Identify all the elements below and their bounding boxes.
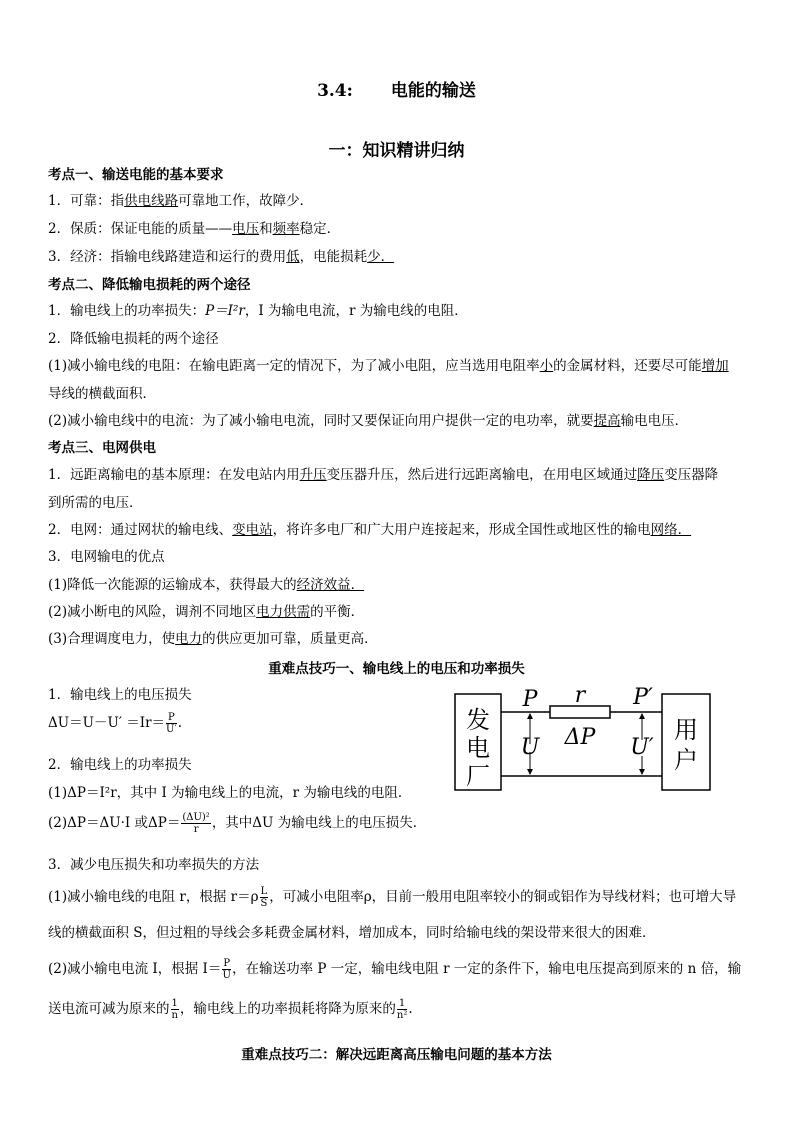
t2-heading: 重难点技巧二：解决远距离高压输电问题的基本方法 bbox=[241, 1047, 552, 1063]
k3-line3: 2．电网：通过网状的输电线、变电站，将许多电厂和广大用户连接起来，形成全国性或地区性的输电网络． bbox=[48, 522, 692, 538]
k2-line2: 2．降低输电损耗的两个途径 bbox=[48, 331, 219, 347]
t1-line3: 2．输电线上的功率损失 bbox=[48, 757, 192, 773]
label-u: U bbox=[520, 735, 540, 760]
t1-line8: 线的横截面积 S，但过粗的导线会多耗费金属材料，增加成本，同时给输电线的架设带来很大的困难． bbox=[48, 925, 656, 941]
k1-heading: 考点一、输送电能的基本要求 bbox=[48, 167, 224, 183]
k3-line6: (2)减小断电的风险，调剂不同地区电力供需的平衡． bbox=[48, 604, 365, 620]
t1-line5: (2)ΔP＝ΔU·I 或ΔP＝ $\frac{\text{(ΔU)²}}{r}$ ，其中ΔU 为输电线上的电压损失． bbox=[48, 812, 427, 835]
k3-heading: 考点三、电网供电 bbox=[48, 440, 156, 456]
plant-label-3: 厂 bbox=[466, 762, 490, 790]
t1-line2: ΔU＝U－U′ ＝Ir＝ $\frac{P}{U'}$ . bbox=[48, 712, 183, 735]
label-p-prime: P′ bbox=[633, 686, 653, 710]
t1-line1: 1．输电线上的电压损失 bbox=[48, 687, 192, 703]
k3-line4: 3．电网输电的优点 bbox=[48, 549, 165, 565]
section-heading: 一：知识精讲归纳 bbox=[328, 141, 465, 161]
label-u-prime: U′ bbox=[630, 735, 654, 760]
user-label-1: 用 bbox=[674, 716, 698, 744]
k3-line5: (1)降低一次能源的运输成本，获得最大的经济效益． bbox=[48, 577, 365, 593]
t1-line9: (2)减小输电电流 I，根据 I＝ $\frac{P}{U}$ ，在输送功率 P 一定，输电线电阻 r 一定的条件下，输电电压提高到原来的 n 倍，输 bbox=[48, 958, 742, 981]
user-label-2: 户 bbox=[674, 746, 698, 774]
k2-line3: (1)减小输电线的电阻：在输电距离一定的情况下，为了减小电阻，应当选用电阻率小的金属材料，还要尽可能增加 bbox=[48, 358, 729, 374]
t1-line7: (1)减小输电线的电阻 r，根据 r＝ρ $\frac{L}{S}$ ，可减小电阻率ρ，目前一般用电阻率较小的铜或铝作为导线材料；也可增大导 bbox=[48, 886, 737, 909]
k1-line1: 1．可靠：指供电线路可靠地工作，故障少． bbox=[48, 193, 314, 209]
label-p: P bbox=[522, 687, 538, 712]
k3-line1: 1．远距离输电的基本原理：在发电站内用升压变压器升压，然后进行远距离输电，在用电区域通过降压变压器降 bbox=[48, 467, 719, 483]
label-r: r bbox=[574, 686, 586, 708]
k3-line7: (3)合理调度电力，使电力的供应更加可靠，质量更高． bbox=[48, 631, 378, 647]
t1-heading: 重难点技巧一、输电线上的电压和功率损失 bbox=[268, 661, 525, 677]
k2-line4: 导线的横截面积． bbox=[48, 386, 156, 402]
plant-label-1: 发 bbox=[466, 706, 490, 734]
plant-label-2: 电 bbox=[466, 734, 490, 762]
k2-line5: (2)减小输电线中的电流：为了减小输电电流，同时又要保证向用户提供一定的电功率，就要提高输电电压． bbox=[48, 413, 689, 429]
k2-heading: 考点二、降低输电损耗的两个途径 bbox=[48, 277, 251, 293]
t1-line4: (1)ΔP＝I²r，其中 I 为输电线上的电流，r 为输电线的电阻． bbox=[48, 785, 412, 801]
page-title: 3.4: 电能的输送 bbox=[317, 81, 476, 101]
t1-line10: 送电流可减为原来的 $\frac{1}{n}$ ，输电线上的功率损耗将降为原来的 $\frac{1}{\text{n²}}$ . bbox=[48, 998, 413, 1021]
k1-line2: 2．保质：保证电能的质量——电压和频率稳定． bbox=[48, 221, 341, 237]
k3-line2: 到所需的电压． bbox=[48, 495, 143, 511]
label-delta-p: ΔP bbox=[564, 725, 596, 750]
t1-line6: 3．减少电压损失和功率损失的方法 bbox=[48, 857, 260, 873]
k1-line3: 3．经济：指输电线路建造和运行的费用低，电能损耗少． bbox=[48, 249, 395, 265]
transmission-diagram bbox=[454, 686, 714, 796]
k2-line1: 1．输电线上的功率损失：P＝I²r，I 为输电电流，r 为输电线的电阻． bbox=[48, 303, 468, 319]
